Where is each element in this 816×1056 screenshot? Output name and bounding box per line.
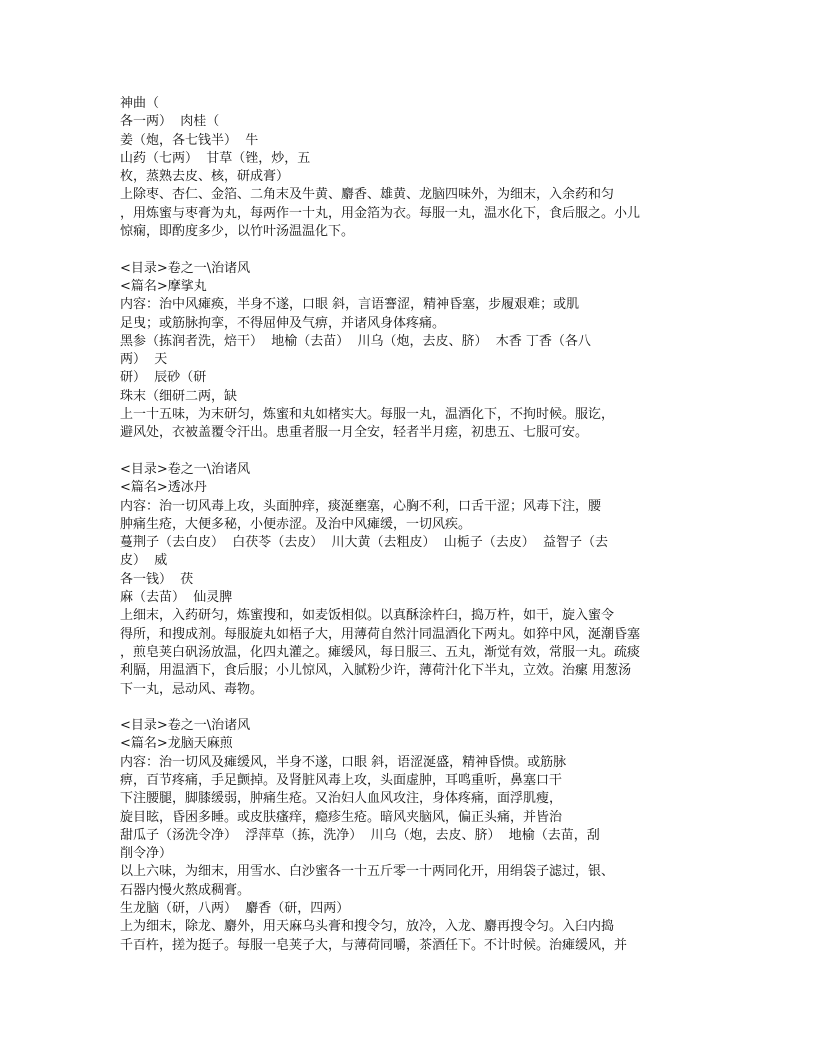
text-line: 内容：治中风瘫痪，半身不遂，口眼 斜，言语謇涩，精神昏塞，步履艰难；或肌 (120, 297, 580, 313)
text-line: 山药（七两） 甘草（锉，炒，五 (120, 150, 311, 166)
text-line (120, 241, 720, 259)
text-line: 上一十五味，为末研匀，炼蜜和丸如楮实大。每服一丸，温酒化下，不拘时候。服讫， (120, 407, 615, 423)
text-line: <目录>卷之一\治诸风 (120, 260, 251, 276)
text-line: 蔓荆子（去白皮） 白茯苓（去皮） 川大黄（去粗皮） 山栀子（去皮） 益智子（去 (120, 535, 609, 551)
text-line: 下注腰腿，脚膝缓弱，肿痛生疮。又治妇人血风攻注，身体疼痛，面浮肌瘦， (120, 791, 563, 807)
text-line: 痹，百节疼痛，手足颤掉。及肾脏风毒上攻，头面虚肿，耳鸣重听，鼻塞口干 (120, 772, 563, 788)
text-line: 肿痛生疮，大便多秘，小便赤涩。及治中风瘫缓，一切风疾。 (120, 516, 472, 532)
text-line: ，用炼蜜与枣膏为丸，每两作一十丸，用金箔为衣。每服一丸，温水化下，食后服之。小儿 (120, 205, 641, 221)
text-line: 枚，蒸熟去皮、核，研成膏） (120, 169, 290, 185)
text-line: 两） 天 (120, 352, 168, 368)
text-line (120, 699, 720, 717)
text-line: 皮） 威 (120, 553, 168, 569)
text-line: 上为细末，除龙、麝外，用天麻乌头膏和搜令匀，放冷，入龙、麝再搜令匀。入臼内捣 (120, 919, 615, 935)
text-line: 足曳；或筋脉拘挛，不得屈伸及气痹，并诸风身体疼痛。 (120, 315, 446, 331)
text-line: 黑参（拣润者洗，焙干） 地榆（去苗） 川乌（炮，去皮、脐） 木香 丁香（各八 (120, 333, 591, 349)
text-line: 利膈，用温酒下，食后服；小儿惊风，入腻粉少许，薄荷汁化下半丸，立效。治瘰 用葱汤 (120, 663, 632, 679)
text-line: 避风处，衣被盖覆令汗出。患重者服一月全安，轻者半月瘥，初患五、七服可安。 (120, 425, 589, 441)
text-line: 上细末，入药研匀，炼蜜搜和，如麦饭相似。以真酥涂杵臼，捣万杵，如干，旋入蜜令 (120, 608, 615, 624)
text-line: ，煎皂荚白矾汤放温，化四丸灌之。瘫缓风，每日服三、五丸，渐觉有效，常服一丸。疏痰 (120, 644, 641, 660)
text-line: 内容：治一切风及瘫缓风，半身不遂，口眼 斜，语涩涎盛，精神昏愦。或筋脉 (120, 754, 567, 770)
text-line: 各一钱） 茯 (120, 571, 194, 587)
text-line: 以上六味，为细末，用雪水、白沙蜜各一十五斤零一十两同化开，用绢袋子滤过，银、 (120, 864, 615, 880)
text-line: <篇名>摩挲丸 (120, 278, 207, 294)
text-line: 神曲（ (120, 96, 160, 111)
text-line: <篇名>龙脑天麻煎 (120, 736, 233, 752)
text-line: 姜（炮，各七钱半） 牛 (120, 132, 259, 148)
text-line (120, 443, 720, 461)
text-line: 石器内慢火熬成稠膏。 (120, 882, 251, 898)
text-line: 甜瓜子（汤洗令净） 浮萍草（拣，洗净） 川乌（炮，去皮、脐） 地榆（去苗，刮 (120, 827, 600, 843)
text-line: <目录>卷之一\治诸风 (120, 461, 251, 477)
text-line: 得所，和搜成剂。每服旋丸如梧子大，用薄荷自然汁同温酒化下两丸。如猝中风，涎潮昏塞 (120, 626, 641, 642)
text-line: <目录>卷之一\治诸风 (120, 718, 251, 734)
document-page (120, 95, 720, 955)
text-line: 上除枣、杏仁、金箔、二角末及牛黄、麝香、雄黄、龙脑四味外，为细末，入余药和匀 (120, 187, 615, 203)
text-line: 惊痫，即酌度多少，以竹叶汤温温化下。 (120, 224, 355, 240)
text-line: 研） 辰砂（研 (120, 370, 207, 386)
text-line: 旋目眩，昏困多睡。或皮肤瘙痒，瘾疹生疮。暗风夹脑风，偏正头痛，并皆治 (120, 809, 563, 825)
text-line: <篇名>透冰丹 (120, 480, 207, 496)
text-line: 削令净） (120, 846, 173, 862)
text-line: 内容：治一切风毒上攻，头面肿痒，痰涎壅塞，心胸不利，口舌干涩；风毒下注，腰 (120, 498, 602, 514)
text-line: 下一丸，忌动风、毒物。 (120, 681, 264, 697)
text-line: 麻（去苗） 仙灵脾 (120, 590, 233, 606)
text-line: 各一两） 肉桂（ (120, 114, 220, 130)
text-line: 珠末（细研二两，缺 (120, 388, 238, 404)
text-line: 生龙脑（研，八两） 麝香（研，四两） (120, 901, 350, 917)
text-line: 千百杵，搓为挺子。每服一皂荚子大，与薄荷同嚼，茶酒任下。不计时候。治瘫缓风，并 (120, 937, 628, 953)
